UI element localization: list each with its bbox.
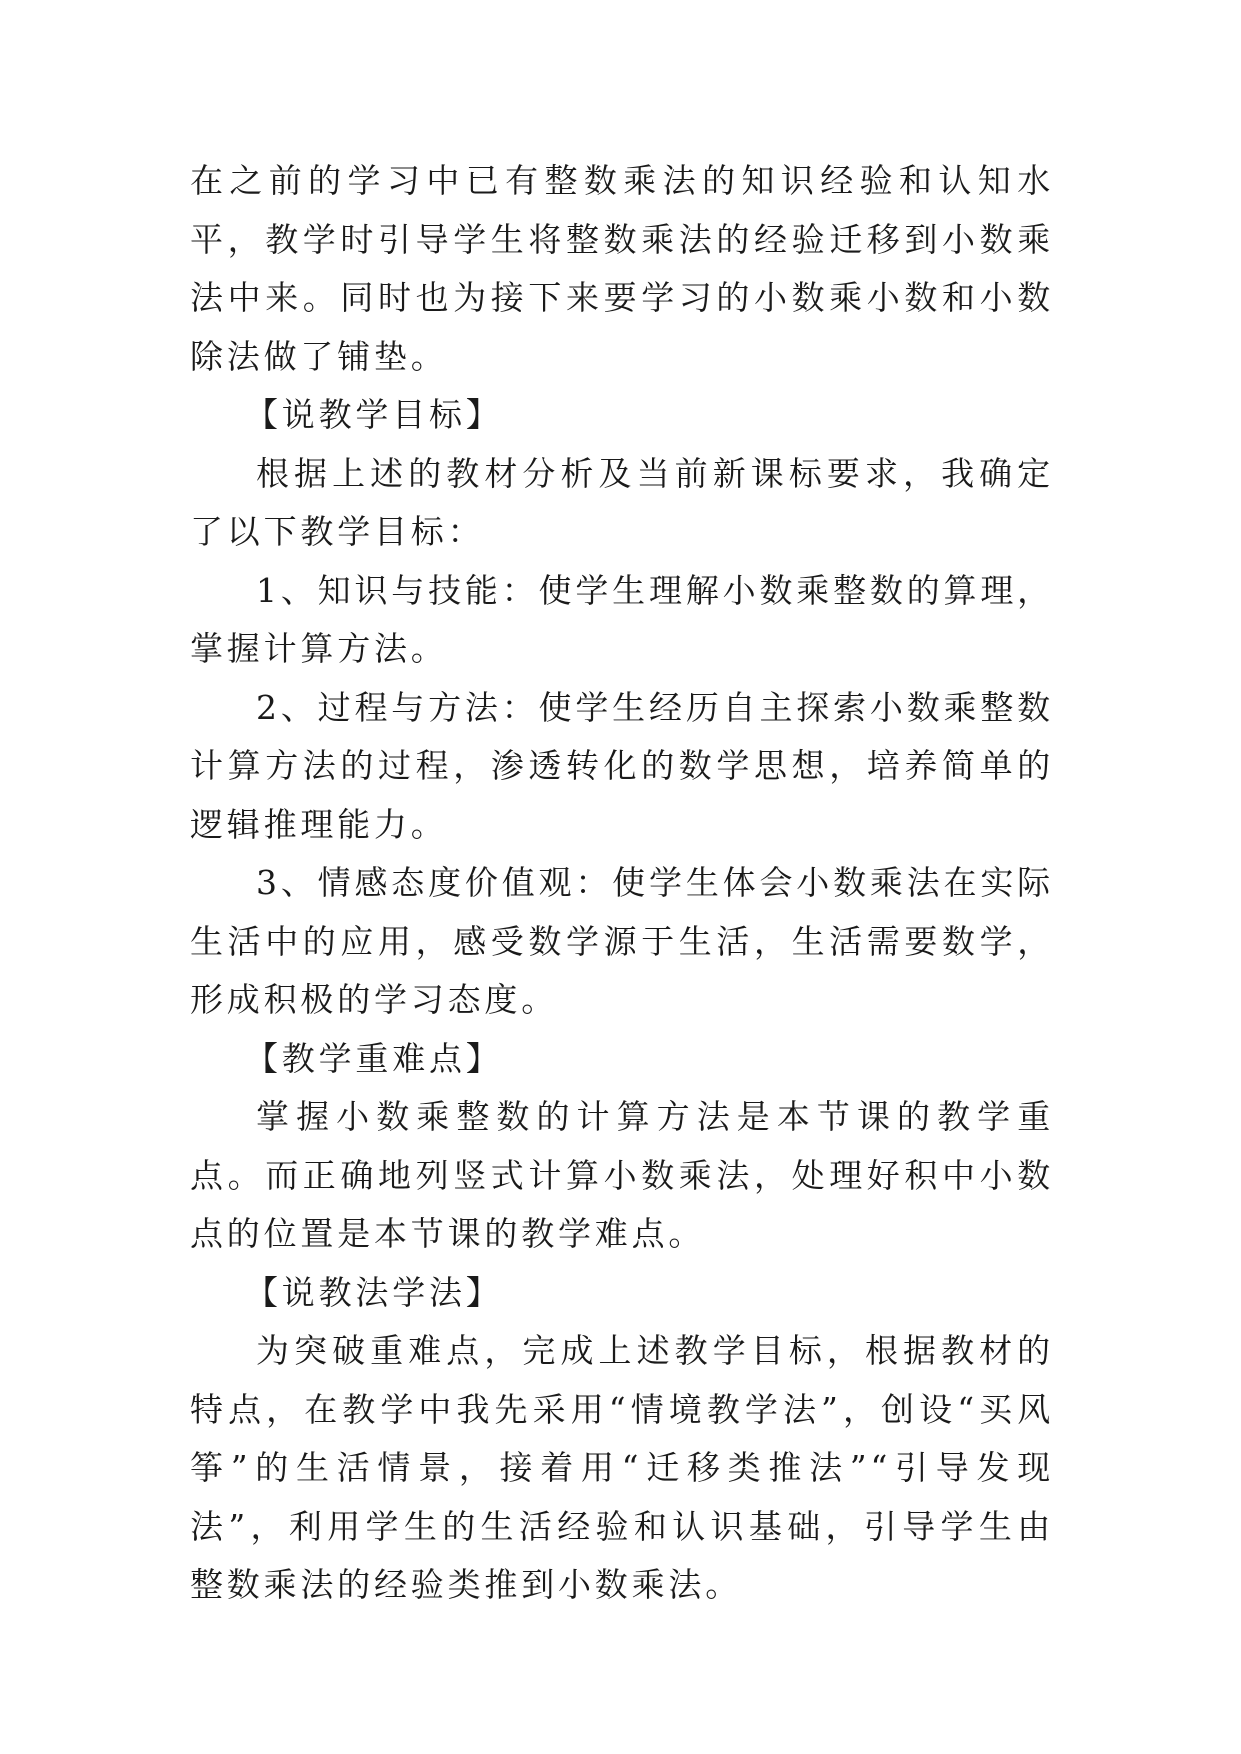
paragraph-continuation: 在之前的学习中已有整数乘法的知识经验和认知水平，教学时引导学生将整数乘法的经验迁移到小数乘法中来。同时也为接下来要学习的小数乘小数和小数除法做了铺垫。	[190, 161, 1054, 376]
section-heading-methods: 【说教法学法】	[245, 1272, 503, 1312]
paragraph-goal-process: 2、过程与方法：使学生经历自主探索小数乘整数计算方法的过程，渗透转化的数学思想，培养简单的逻辑推理能力。	[190, 687, 1054, 844]
section-heading-key-points: 【教学重难点】	[245, 1038, 503, 1078]
paragraph-goals-intro: 根据上述的教材分析及当前新课标要求，我确定了以下教学目标：	[190, 453, 1054, 551]
paragraph-methods: 为突破重难点，完成上述教学目标，根据教材的特点，在教学中我先采用“情境教学法”，创设“买风筝”的生活情景，接着用“迁移类推法”“引导发现法”，利用学生的生活经验和认识基础，引导学生由整数乘法的经验类推到小数乘法。	[190, 1331, 1054, 1604]
document-body	[190, 152, 1054, 1615]
paragraph-goal-knowledge: 1、知识与技能：使学生理解小数乘整数的算理，掌握计算方法。	[190, 570, 1054, 668]
section-heading-teaching-goals: 【说教学目标】	[245, 395, 503, 434]
paragraph-key-points: 掌握小数乘整数的计算方法是本节课的教学重点。而正确地列竖式计算小数乘法，处理好积中小数点的位置是本节课的教学难点。	[190, 1097, 1054, 1253]
paragraph-goal-attitude: 3、情感态度价值观：使学生体会小数乘法在实际生活中的应用，感受数学源于生活，生活需要数学，形成积极的学习态度。	[190, 863, 1054, 1019]
